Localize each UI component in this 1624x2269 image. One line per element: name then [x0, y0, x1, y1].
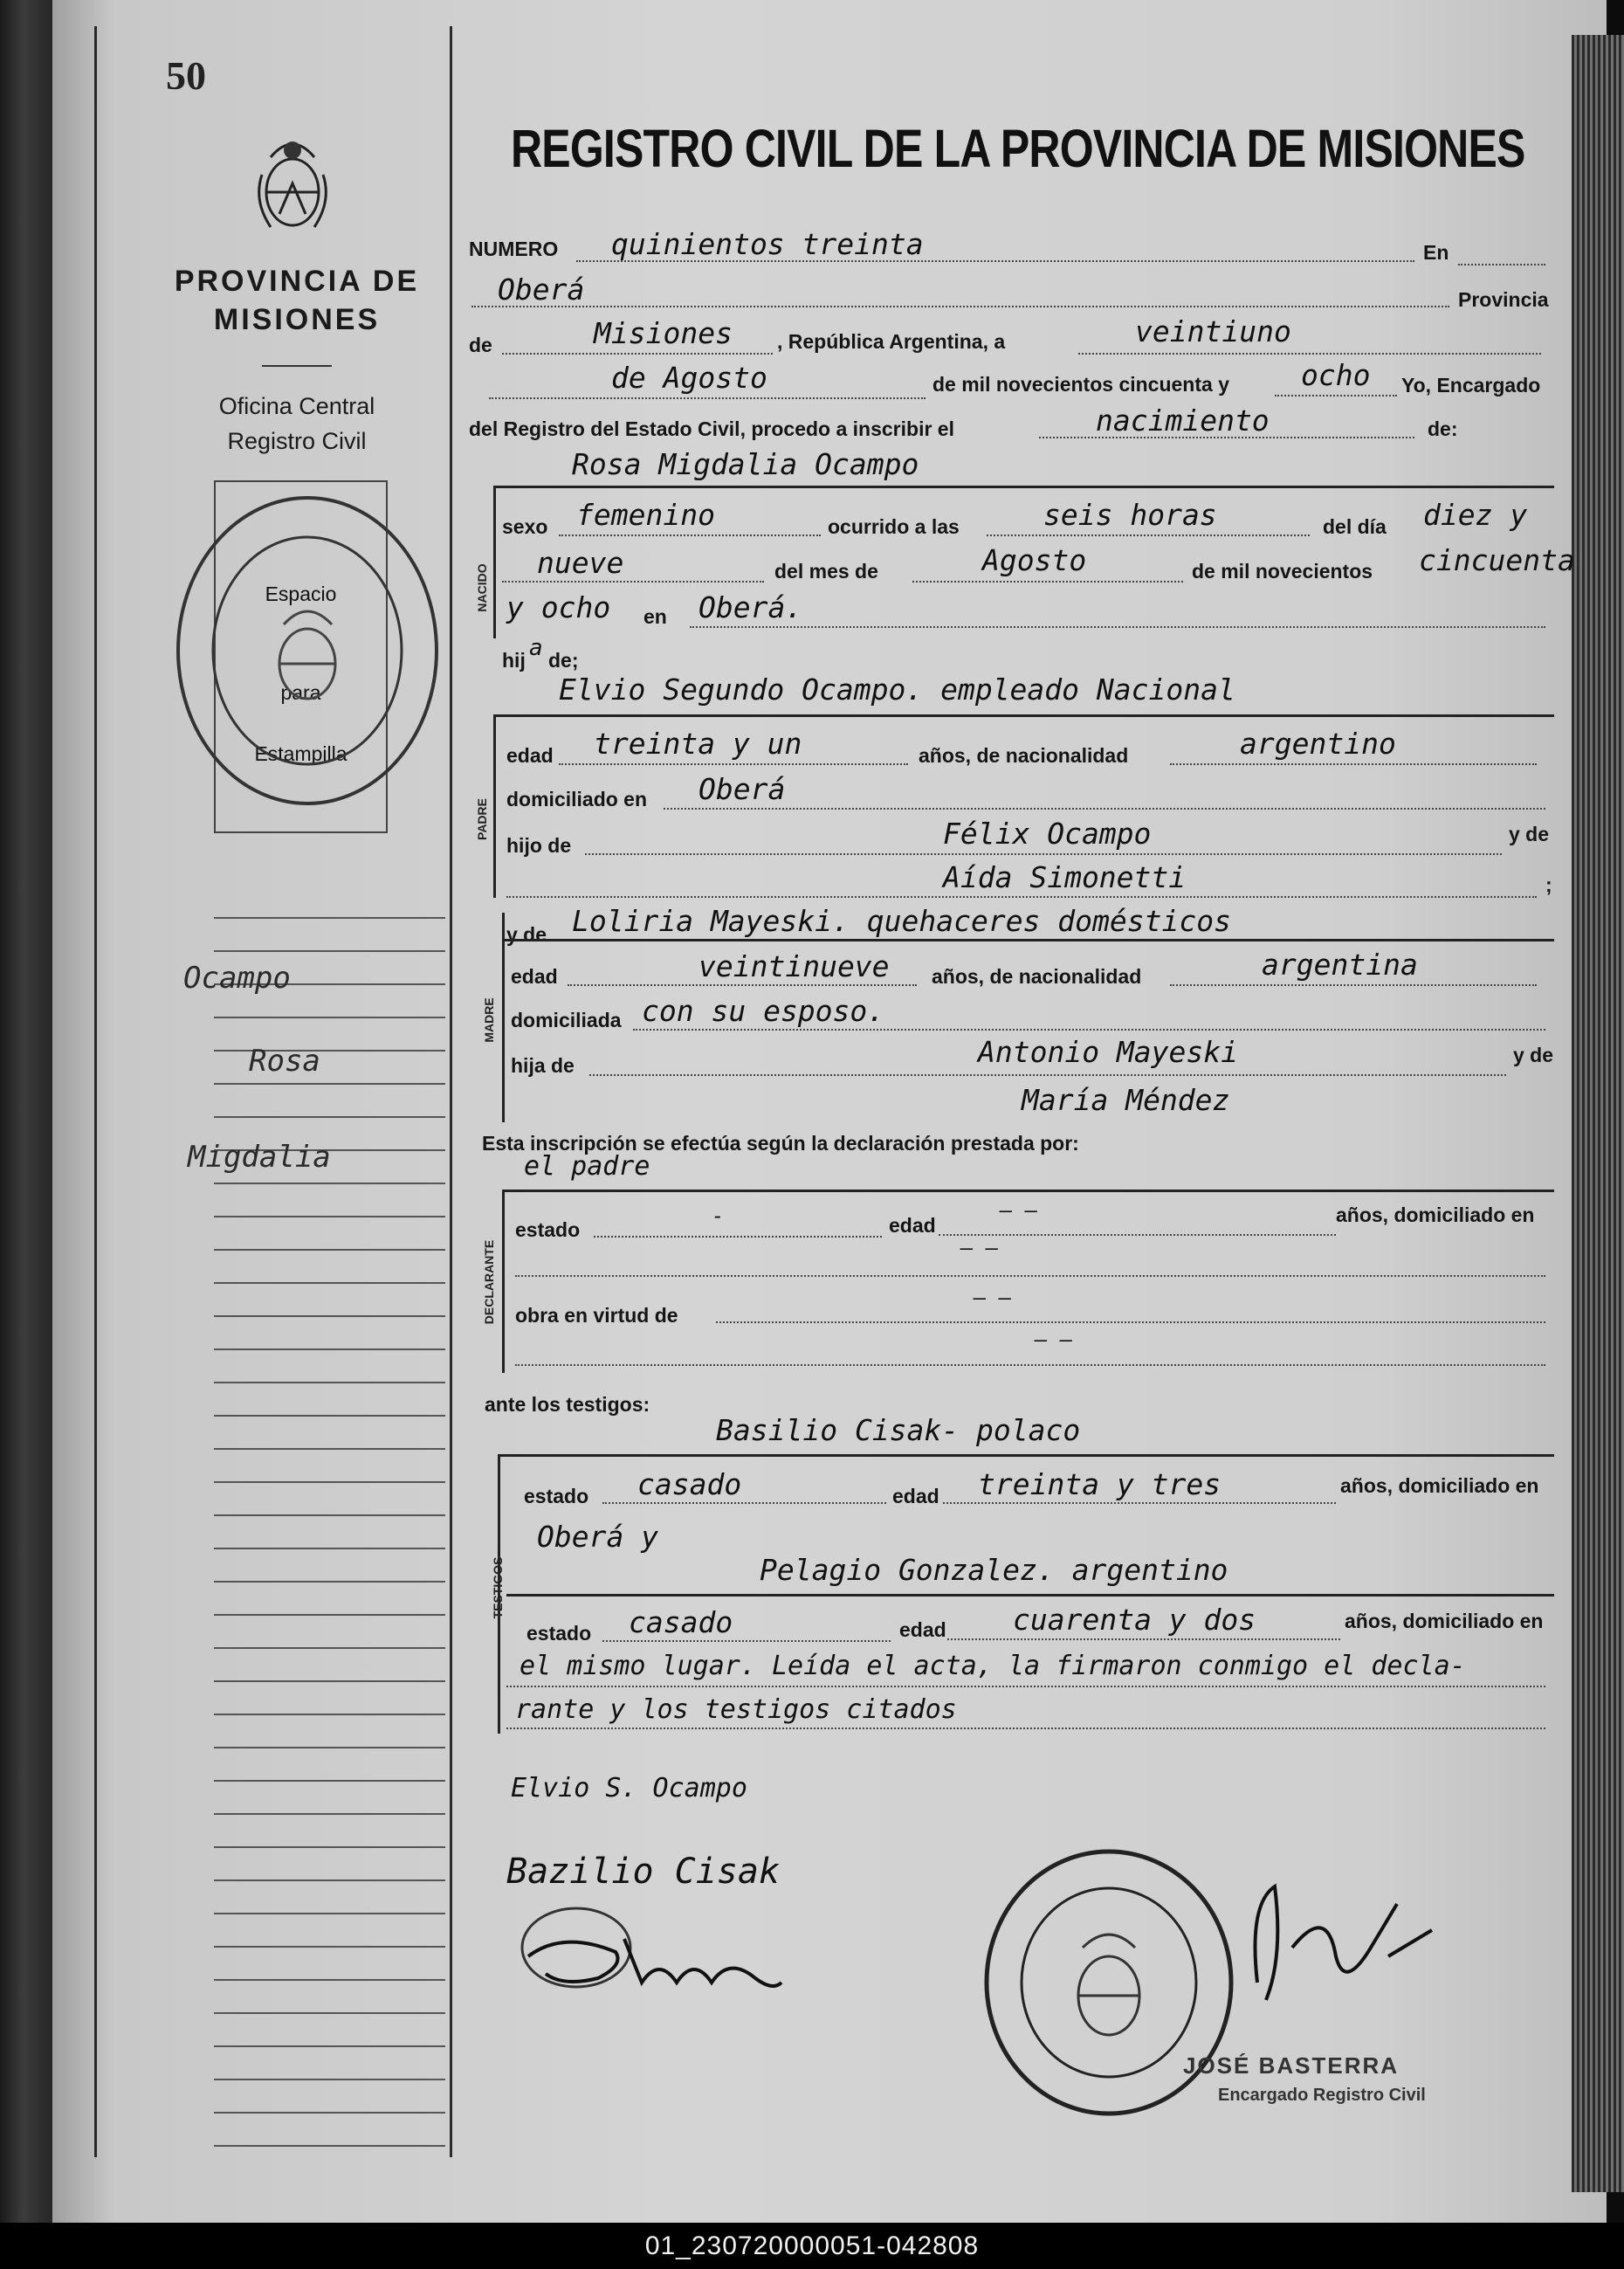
fill-line: [602, 1502, 886, 1504]
edad-label: edad: [506, 744, 554, 767]
margin-rule: [214, 1216, 445, 1217]
month-value: de Agosto: [611, 361, 767, 395]
fill-line: [1170, 984, 1537, 986]
stamp-label-espacio: Espacio: [265, 583, 337, 605]
fill-line: [559, 534, 821, 536]
hijode-label: hijo de: [506, 834, 572, 857]
w2-estado: casado: [629, 1605, 733, 1639]
mother-dom: con su esposo.: [642, 994, 885, 1028]
yde-label-mother: y de: [1513, 1044, 1554, 1066]
day-value: veintiuno: [1135, 314, 1291, 348]
margin-rule: [214, 1780, 445, 1782]
margin-rule: [214, 1382, 445, 1383]
bracket: [502, 1190, 505, 1373]
fill-line: [664, 808, 1545, 810]
rule: [493, 714, 1554, 717]
folio-number: 50: [166, 53, 206, 98]
declaracion-label: Esta inscripción se efectúa según la declaración prestada por:: [482, 1132, 1079, 1155]
declarante-side-label: DECLARANTE: [482, 1239, 496, 1325]
fill-line: [1078, 353, 1541, 355]
decl-estado: -: [712, 1203, 725, 1228]
father-dom: Oberá: [698, 772, 786, 806]
provincia-label: Provincia: [1458, 288, 1549, 311]
bracket: [502, 913, 505, 1122]
margin-rule: [214, 1813, 445, 1815]
fill-line: [515, 1275, 1545, 1277]
domiciliada-label: domiciliada: [511, 1009, 622, 1031]
margin-rule: [214, 1249, 445, 1251]
fill-line: [1039, 437, 1414, 438]
mother-mother: María Méndez: [1022, 1083, 1230, 1117]
ocurrido-label: ocurrido a las: [828, 515, 960, 538]
decl-dash-3: — —: [1035, 1328, 1073, 1352]
margin-rule: [214, 1614, 445, 1616]
rule: [502, 939, 1554, 941]
w1-estado: casado: [637, 1467, 742, 1501]
decl-edad: — —: [1000, 1198, 1038, 1223]
margin-rule: [214, 950, 445, 952]
margin-rule: [214, 2145, 445, 2147]
de3-label: de;: [548, 649, 579, 672]
mother-name: Loliria Mayeski. quehaceres domésticos: [572, 904, 1231, 938]
child-name: Rosa Migdalia Ocampo: [572, 447, 919, 481]
fill-line: [585, 853, 1502, 855]
fill-line: [506, 1686, 1545, 1687]
act-value: nacimiento: [1096, 403, 1270, 438]
estado-label-w2: estado: [526, 1622, 592, 1645]
birth-month: Agosto: [982, 543, 1087, 577]
domiciliado-label: domiciliado en: [506, 788, 648, 810]
fill-line: [947, 1638, 1340, 1640]
province-line-1: PROVINCIA DE: [174, 265, 420, 298]
book-spine: [0, 0, 52, 2223]
witness-2: Pelagio Gonzalez. argentino: [760, 1553, 1228, 1587]
closing-line-1: el mismo lugar. Leída el acta, la firmaron conmigo el decla-: [520, 1651, 1466, 1681]
fill-line: [602, 1640, 891, 1642]
fill-line: [515, 1364, 1545, 1366]
numero-value: quinientos treinta: [611, 227, 924, 261]
testigos-side-label: TESTIGOS: [491, 1556, 505, 1619]
margin-rule: [214, 1083, 445, 1085]
anios-nac-label-mother: años, de nacionalidad: [932, 965, 1142, 988]
edad-label-w1: edad: [892, 1485, 939, 1507]
margin-rule: [214, 1017, 445, 1018]
fill-line: [506, 896, 1537, 898]
hijo-suffix: a: [529, 635, 543, 661]
fill-line: [690, 626, 1545, 628]
birth-place: Oberá.: [698, 590, 803, 624]
fill-line: [716, 1321, 1545, 1323]
fill-line: [568, 984, 917, 986]
stamp-label-para: para: [280, 681, 321, 704]
encargado-label: Yo, Encargado: [1401, 374, 1541, 397]
w2-edad: cuarenta y dos: [1013, 1603, 1256, 1637]
year-value: ocho: [1301, 358, 1371, 392]
father-mother: Aída Simonetti: [943, 860, 1187, 894]
estado-label-decl: estado: [515, 1218, 581, 1241]
anios-dom-label-decl: años, domiciliado en: [1336, 1203, 1535, 1226]
anios-nac-label: años, de nacionalidad: [919, 744, 1129, 767]
margin-rule: [214, 1680, 445, 1682]
bracket: [493, 714, 496, 898]
margin-rule: [214, 1116, 445, 1118]
semicolon: ;: [1545, 873, 1552, 896]
estado-label-w1: estado: [524, 1485, 589, 1507]
yde-label: y de: [1509, 823, 1550, 845]
place-value: Oberá: [498, 272, 585, 307]
coat-of-arms-icon: [253, 131, 332, 236]
official-name-stamp: JOSÉ BASTERRA: [1183, 2052, 1400, 2079]
declarant-value: el padre: [524, 1151, 650, 1182]
office-line-1: Oficina Central: [218, 393, 375, 419]
birthday-value-1: diez y: [1423, 498, 1528, 532]
fill-line: [506, 1728, 1545, 1729]
fill-line: [502, 353, 773, 355]
w1-edad: treinta y tres: [978, 1467, 1221, 1501]
mother-age: veintinueve: [698, 949, 890, 983]
edad-label-decl: edad: [889, 1214, 936, 1237]
fill-line: [594, 1236, 882, 1238]
anios-dom-label-w1: años, domiciliado en: [1340, 1474, 1539, 1497]
image-id-footer: 01_230720000051-042808: [0, 2223, 1624, 2269]
official-signature: [1222, 1852, 1467, 2026]
father-father: Félix Ocampo: [943, 817, 1152, 851]
signature-witness-2-scribble: [511, 1895, 790, 2017]
father-age: treinta y un: [594, 727, 802, 761]
hour-value: seis horas: [1043, 498, 1217, 532]
closing-line-2: rante y los testigos citados: [515, 1694, 957, 1725]
bracket: [493, 486, 496, 638]
sexo-label: sexo: [502, 515, 548, 538]
republica-label: , República Argentina, a: [777, 330, 1006, 353]
margin-rule: [214, 1315, 445, 1317]
rule: [502, 1190, 1554, 1192]
testigos-label: ante los testigos:: [485, 1393, 650, 1416]
inscribir-label: del Registro del Estado Civil, procedo a inscribir el: [469, 417, 954, 440]
office-heading: [131, 389, 463, 459]
rule: [493, 486, 1554, 488]
birthday-value-2: nueve: [537, 546, 624, 580]
fill-line: [559, 763, 908, 765]
margin-rule: [214, 2112, 445, 2114]
signature-witness-1: Bazilio Cisak: [506, 1852, 781, 1892]
margin-rule: [214, 1448, 445, 1450]
signature-declarant: Elvio S. Ocampo: [511, 1773, 747, 1803]
edad-label-w2: edad: [899, 1618, 946, 1641]
delmes-label: del mes de: [774, 560, 878, 583]
de-label: de: [469, 334, 492, 356]
w1-dom: Oberá y: [537, 1520, 659, 1554]
mother-nat: argentina: [1262, 948, 1418, 982]
numero-label: NUMERO: [469, 238, 559, 260]
margin-rule: [214, 1913, 445, 1914]
province-heading: [131, 262, 463, 339]
birth-year-2: y ocho: [506, 590, 611, 624]
nacido-side-label: NACIDO: [475, 563, 489, 612]
margin-rule: [214, 1946, 445, 1948]
margin-rule: [214, 1282, 445, 1284]
page-edges: [1572, 35, 1624, 2192]
column-divider-line: [450, 26, 452, 2157]
edad-label-mother: edad: [511, 965, 558, 988]
decl-dash-1: — —: [960, 1236, 999, 1260]
margin-rule: [214, 1481, 445, 1483]
margin-rule: [214, 1846, 445, 1848]
sexo-value: femenino: [576, 498, 715, 532]
decl-dash-2: — —: [974, 1286, 1012, 1310]
margin-rule: [214, 1747, 445, 1748]
margin-rule: [214, 2045, 445, 2047]
padre-side-label: PADRE: [475, 798, 489, 840]
left-border-line: [94, 26, 97, 2157]
margin-rule: [214, 1581, 445, 1583]
fill-line: [1458, 264, 1545, 266]
fill-line: [576, 260, 1414, 262]
fill-line: [589, 1074, 1506, 1076]
margin-rule: [214, 1183, 445, 1184]
fill-line: [489, 397, 926, 399]
margin-rule: [214, 1647, 445, 1649]
margin-rule: [214, 917, 445, 919]
father-name: Elvio Segundo Ocampo. empleado Nacional: [559, 672, 1235, 707]
fill-line: [471, 306, 1449, 307]
civil-registry-seal-right: [978, 1843, 1240, 2122]
anios-dom-label-w2: años, domiciliado en: [1345, 1610, 1544, 1632]
office-line-2: Registro Civil: [227, 428, 367, 454]
rule: [506, 1594, 1554, 1597]
rule: [498, 1454, 1554, 1457]
margin-rule: [214, 1514, 445, 1516]
father-nat: argentino: [1240, 727, 1396, 761]
witness-1: Basilio Cisak- polaco: [716, 1413, 1081, 1447]
margin-surname: Ocampo: [183, 961, 291, 996]
hijo-label: hij: [502, 649, 526, 672]
obra-label: obra en virtud de: [515, 1304, 678, 1327]
year2-label: de mil novecientos: [1192, 560, 1373, 583]
province-line-2: MISIONES: [213, 303, 381, 336]
deldia-label: del día: [1323, 515, 1387, 538]
fill-line: [1170, 763, 1537, 765]
margin-rule: [214, 2079, 445, 2080]
margin-rule: [214, 2012, 445, 2014]
madre-side-label: MADRE: [482, 997, 496, 1043]
birth-year-1: cincuenta: [1419, 543, 1575, 577]
margin-rule: [214, 1714, 445, 1715]
province-value: Misiones: [594, 316, 733, 350]
en2-label: en: [643, 605, 667, 628]
margin-first-name: Rosa: [249, 1044, 320, 1079]
hijade-label: hija de: [511, 1054, 575, 1077]
divider: [262, 365, 332, 367]
document-title: REGISTRO CIVIL DE LA PROVINCIA DE MISIONES: [511, 119, 1525, 178]
fill-line: [502, 581, 764, 583]
fill-line: [987, 534, 1310, 536]
margin-rule: [214, 1348, 445, 1350]
stamp-label-estampilla: Estampilla: [254, 742, 348, 765]
fill-line: [912, 581, 1183, 583]
en-label: En: [1423, 241, 1449, 264]
mother-father: Antonio Mayeski: [978, 1035, 1239, 1069]
fill-line: [943, 1502, 1336, 1504]
fill-line: [633, 1029, 1545, 1031]
margin-rule: [214, 1415, 445, 1417]
year-label: de mil novecientos cincuenta y: [932, 373, 1229, 396]
margin-rule: [214, 1879, 445, 1881]
civil-registry-seal-left: [175, 493, 441, 808]
de2-label: de:: [1428, 417, 1458, 440]
ymadre-label: y de: [506, 923, 547, 946]
official-title-stamp: Encargado Registro Civil: [1218, 2086, 1426, 2105]
margin-rule: [214, 1548, 445, 1549]
margin-rule: [214, 1979, 445, 1981]
margin-middle-name: Migdalia: [188, 1140, 331, 1175]
fill-line: [1275, 395, 1397, 397]
